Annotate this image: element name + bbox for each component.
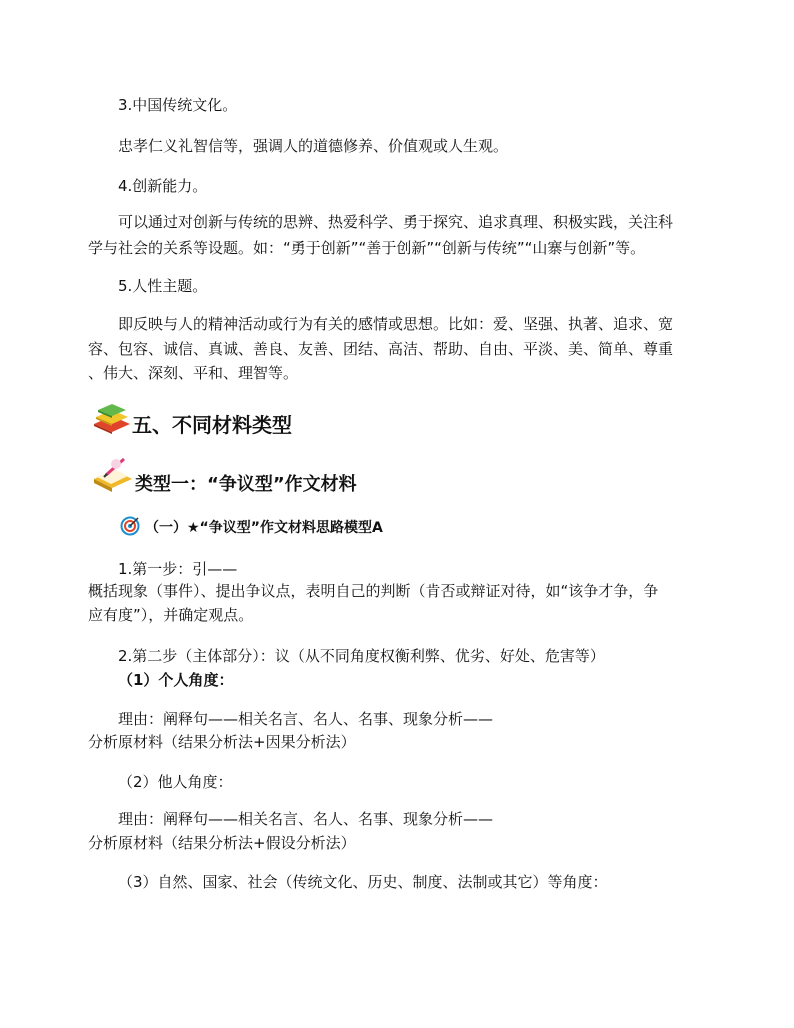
books-icon <box>92 400 132 434</box>
step1-line2: 应有度”），并确定观点。 <box>88 606 254 624</box>
angle3-label: （3）自然、国家、社会（传统文化、历史、制度、法制或其它）等角度： <box>118 873 608 891</box>
item4-body-line2: 学与社会的关系等设题。如：“勇于创新”“善于创新”“创新与传统”“山寨与创新”等。 <box>88 239 646 257</box>
writing-pad-icon <box>92 455 134 493</box>
item5-body-line2: 容、包容、诚信、真诚、善良、友善、团结、高洁、帮助、自由、平淡、美、简单、尊重 <box>88 340 674 358</box>
item5-body-line3: 、伟大、深刻、平和、理智等。 <box>88 364 299 382</box>
item4-body-line1: 可以通过对创新与传统的思辨、热爱科学、勇于探究、追求真理、积极实践，关注科 <box>118 213 674 231</box>
angle2-reason-line1: 理由：阐释句——相关名言、名人、名事、现象分析—— <box>118 810 494 828</box>
angle1-label: （1）个人角度： <box>118 671 234 689</box>
item4-title: 4.创新能力。 <box>118 177 208 195</box>
step2-label: 2.第二步（主体部分）：议（从不同角度权衡利弊、优劣、好处、危害等） <box>118 647 605 665</box>
section5-title: 五、不同材料类型 <box>132 413 292 437</box>
angle1-reason-line2: 分析原材料（结果分析法+因果分析法） <box>88 733 356 751</box>
item5-body-line1: 即反映与人的精神活动或行为有关的感情或思想。比如：爱、坚强、执著、追求、宽 <box>118 315 674 333</box>
type1-title: 类型一：“争议型”作文材料 <box>135 474 357 495</box>
item3-title: 3.中国传统文化。 <box>118 96 238 114</box>
angle2-reason-line2: 分析原材料（结果分析法+假设分析法） <box>88 834 356 852</box>
item3-body: 忠孝仁义礼智信等，强调人的道德修养、价值观或人生观。 <box>118 137 509 155</box>
angle2-label: （2）他人角度： <box>118 773 233 791</box>
step1-line1: 概括现象（事件）、提出争议点，表明自己的判断（肯否或辩证对待，如“该争才争，争 <box>88 582 659 600</box>
angle1-reason-line1: 理由：阐释句——相关名言、名人、名事、现象分析—— <box>118 710 494 728</box>
item5-title: 5.人性主题。 <box>118 277 208 295</box>
target-icon <box>120 516 140 536</box>
step1-label: 1.第一步：引—— <box>118 560 238 578</box>
model-a-heading: （一）★“争议型”作文材料思路模型A <box>145 520 383 536</box>
